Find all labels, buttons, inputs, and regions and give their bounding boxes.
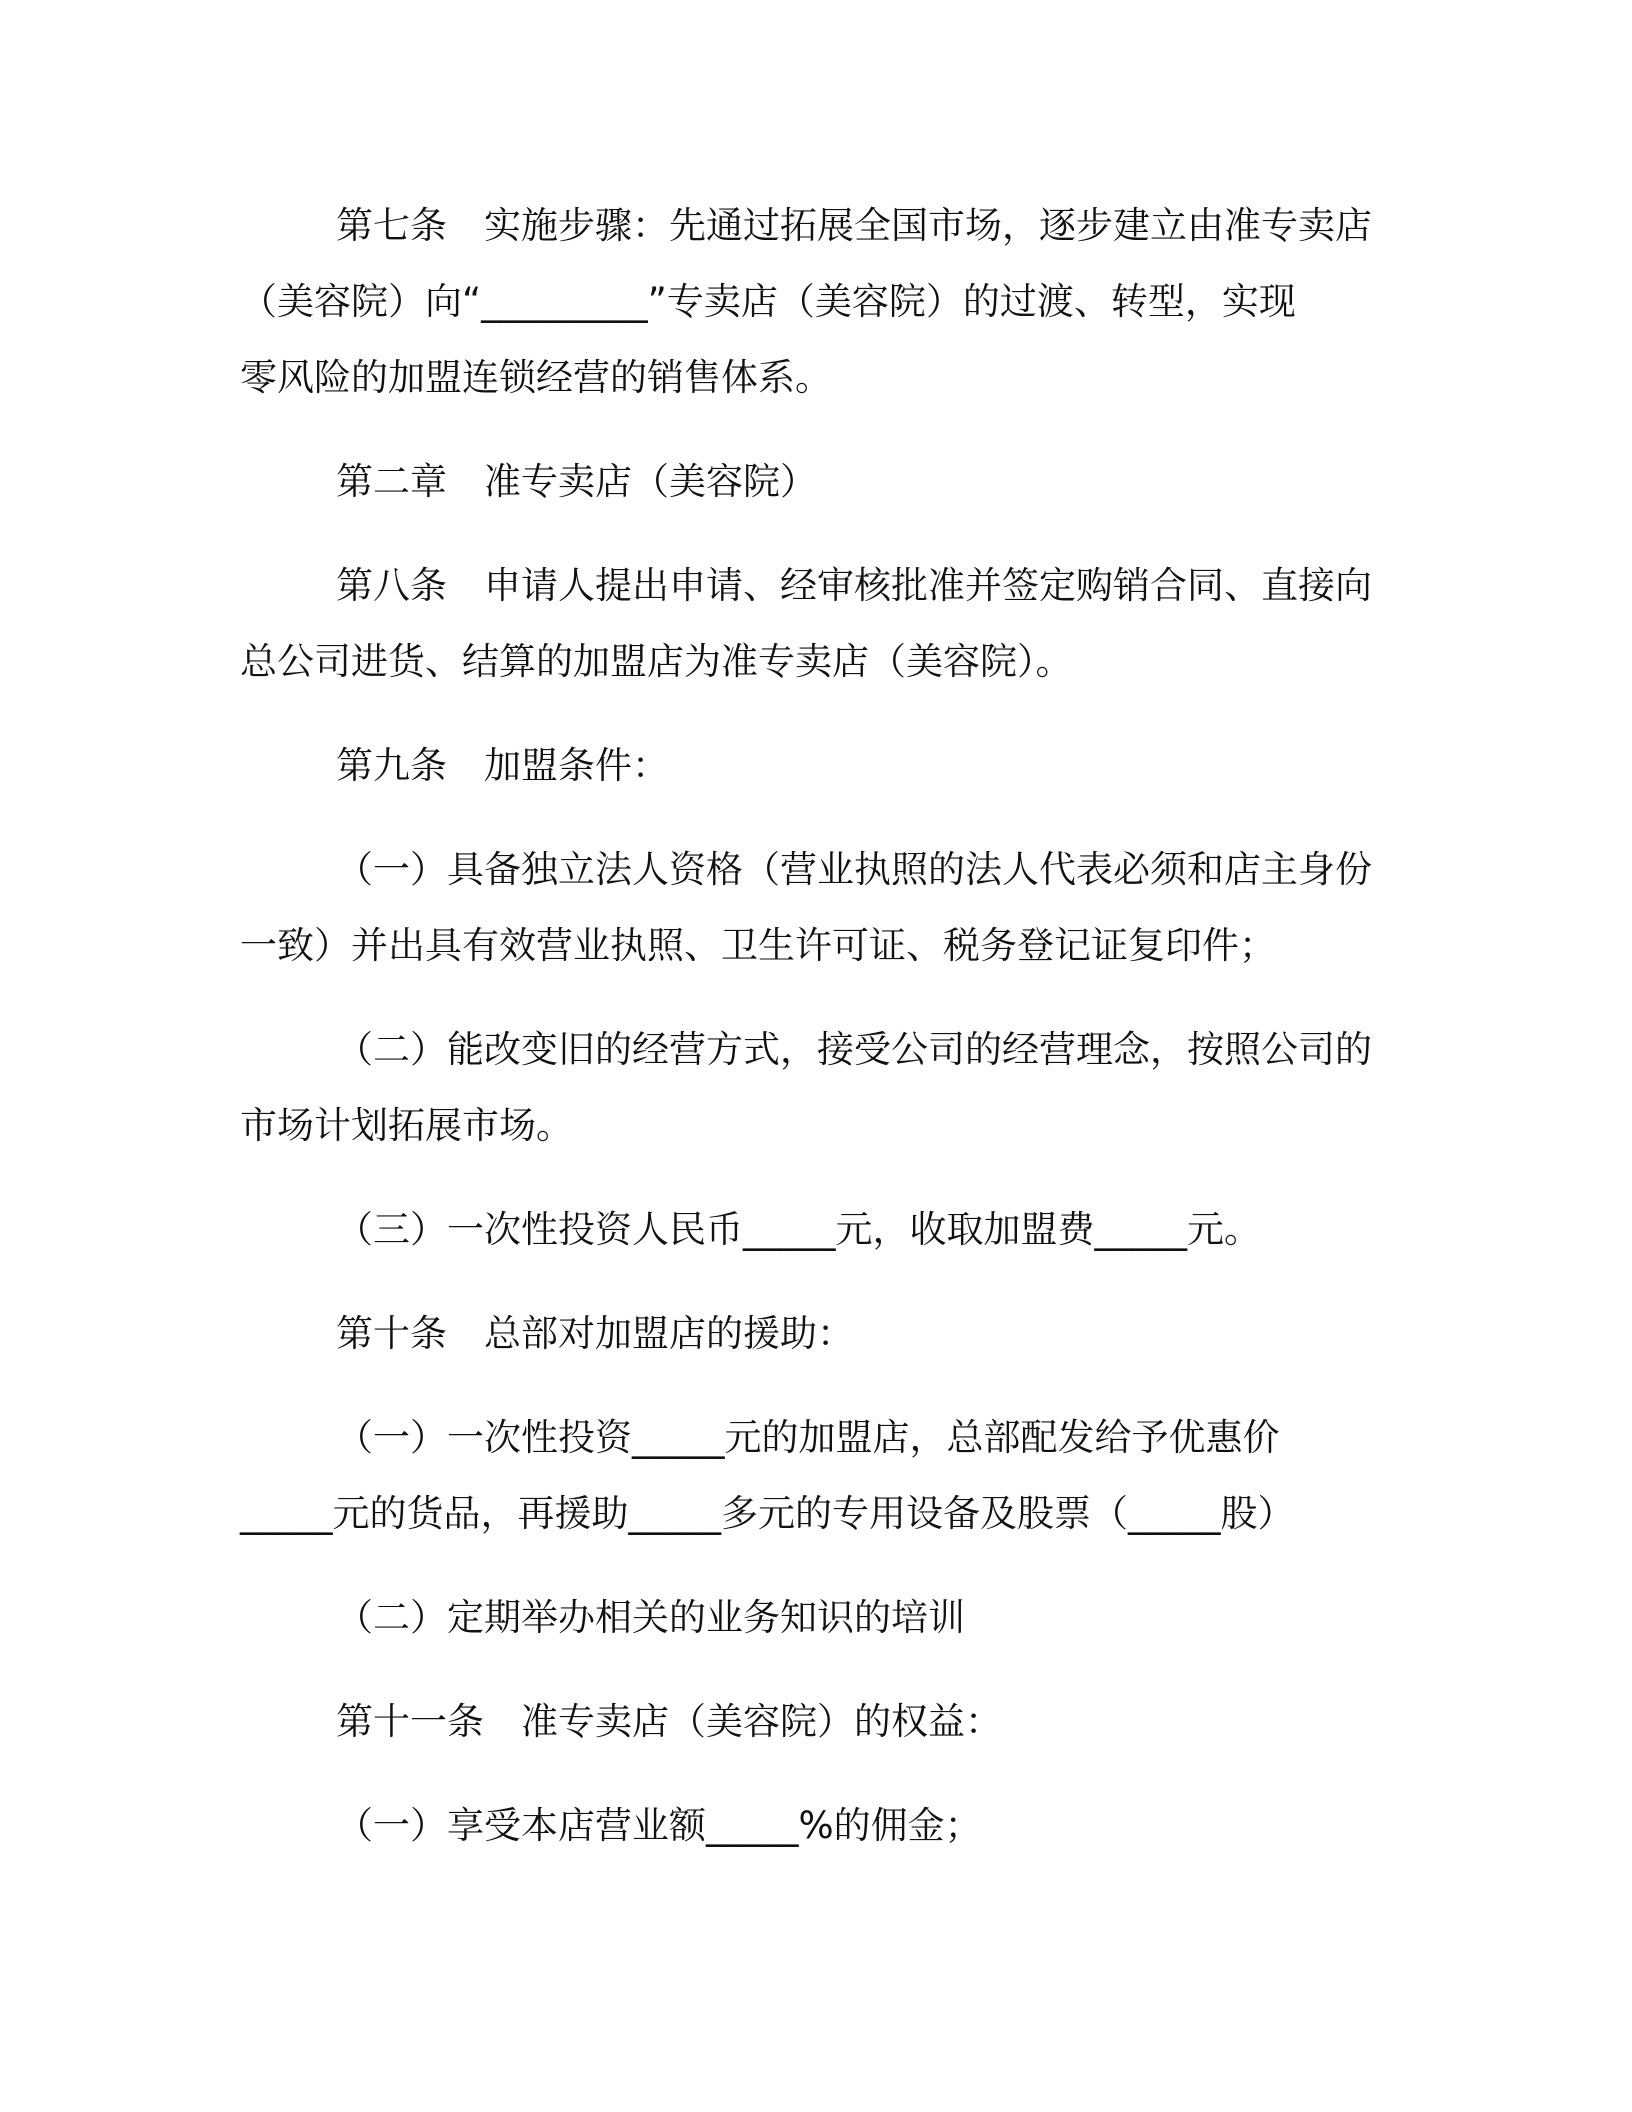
article-9-item-2 bbox=[240, 1012, 1376, 1164]
article-10 bbox=[240, 1296, 1376, 1372]
article-7-line-3: 零风险的加盟连锁经营的销售体系。 bbox=[240, 356, 832, 399]
article-9 bbox=[240, 728, 1376, 804]
article-10-item-1-line-1: （一）一次性投资_____元的加盟店，总部配发给予优惠价 bbox=[336, 1416, 1280, 1459]
article-7-line-1: 第七条 实施步骤：先通过拓展全国市场，逐步建立由准专卖店 bbox=[336, 204, 1372, 247]
article-9-text: 第九条 加盟条件： bbox=[336, 744, 669, 787]
article-9-item-3 bbox=[240, 1192, 1376, 1268]
article-9-item-1-line-1: （一）具备独立法人资格（营业执照的法人代表必须和店主身份 bbox=[336, 848, 1372, 891]
article-9-item-1 bbox=[240, 832, 1376, 984]
chapter-2-heading-text: 第二章 准专卖店（美容院） bbox=[336, 460, 817, 503]
article-9-item-1-line-2: 一致）并出具有效营业执照、卫生许可证、税务登记证复印件； bbox=[240, 924, 1276, 967]
article-10-item-1-line-2: _____元的货品，再援助_____多元的专用设备及股票（_____股） bbox=[240, 1492, 1295, 1535]
article-7-line-2: （美容院）向“_________”专卖店（美容院）的过渡、转型，实现 bbox=[240, 280, 1296, 323]
article-9-item-2-line-1: （二）能改变旧的经营方式，接受公司的经营理念，按照公司的 bbox=[336, 1028, 1372, 1071]
article-11 bbox=[240, 1684, 1376, 1760]
article-9-item-2-line-2: 市场计划拓展市场。 bbox=[240, 1104, 573, 1147]
article-11-text: 第十一条 准专卖店（美容院）的权益： bbox=[336, 1700, 1002, 1743]
article-8-line-2: 总公司进货、结算的加盟店为准专卖店（美容院）。 bbox=[240, 640, 1073, 683]
article-10-item-2 bbox=[240, 1580, 1376, 1656]
document-body bbox=[240, 188, 1376, 1864]
article-8-line-1: 第八条 申请人提出申请、经审核批准并签定购销合同、直接向 bbox=[336, 564, 1372, 607]
article-8 bbox=[240, 548, 1376, 700]
article-10-item-2-text: （二）定期举办相关的业务知识的培训 bbox=[336, 1596, 965, 1639]
article-10-item-1 bbox=[240, 1400, 1376, 1552]
article-10-text: 第十条 总部对加盟店的援助： bbox=[336, 1312, 854, 1355]
article-7 bbox=[240, 188, 1376, 416]
article-9-item-3-text: （三）一次性投资人民币_____元，收取加盟费_____元。 bbox=[336, 1208, 1261, 1251]
chapter-2-heading bbox=[240, 444, 1376, 520]
article-11-item-1-text: （一）享受本店营业额_____%的佣金； bbox=[336, 1804, 982, 1847]
article-11-item-1 bbox=[240, 1788, 1376, 1864]
